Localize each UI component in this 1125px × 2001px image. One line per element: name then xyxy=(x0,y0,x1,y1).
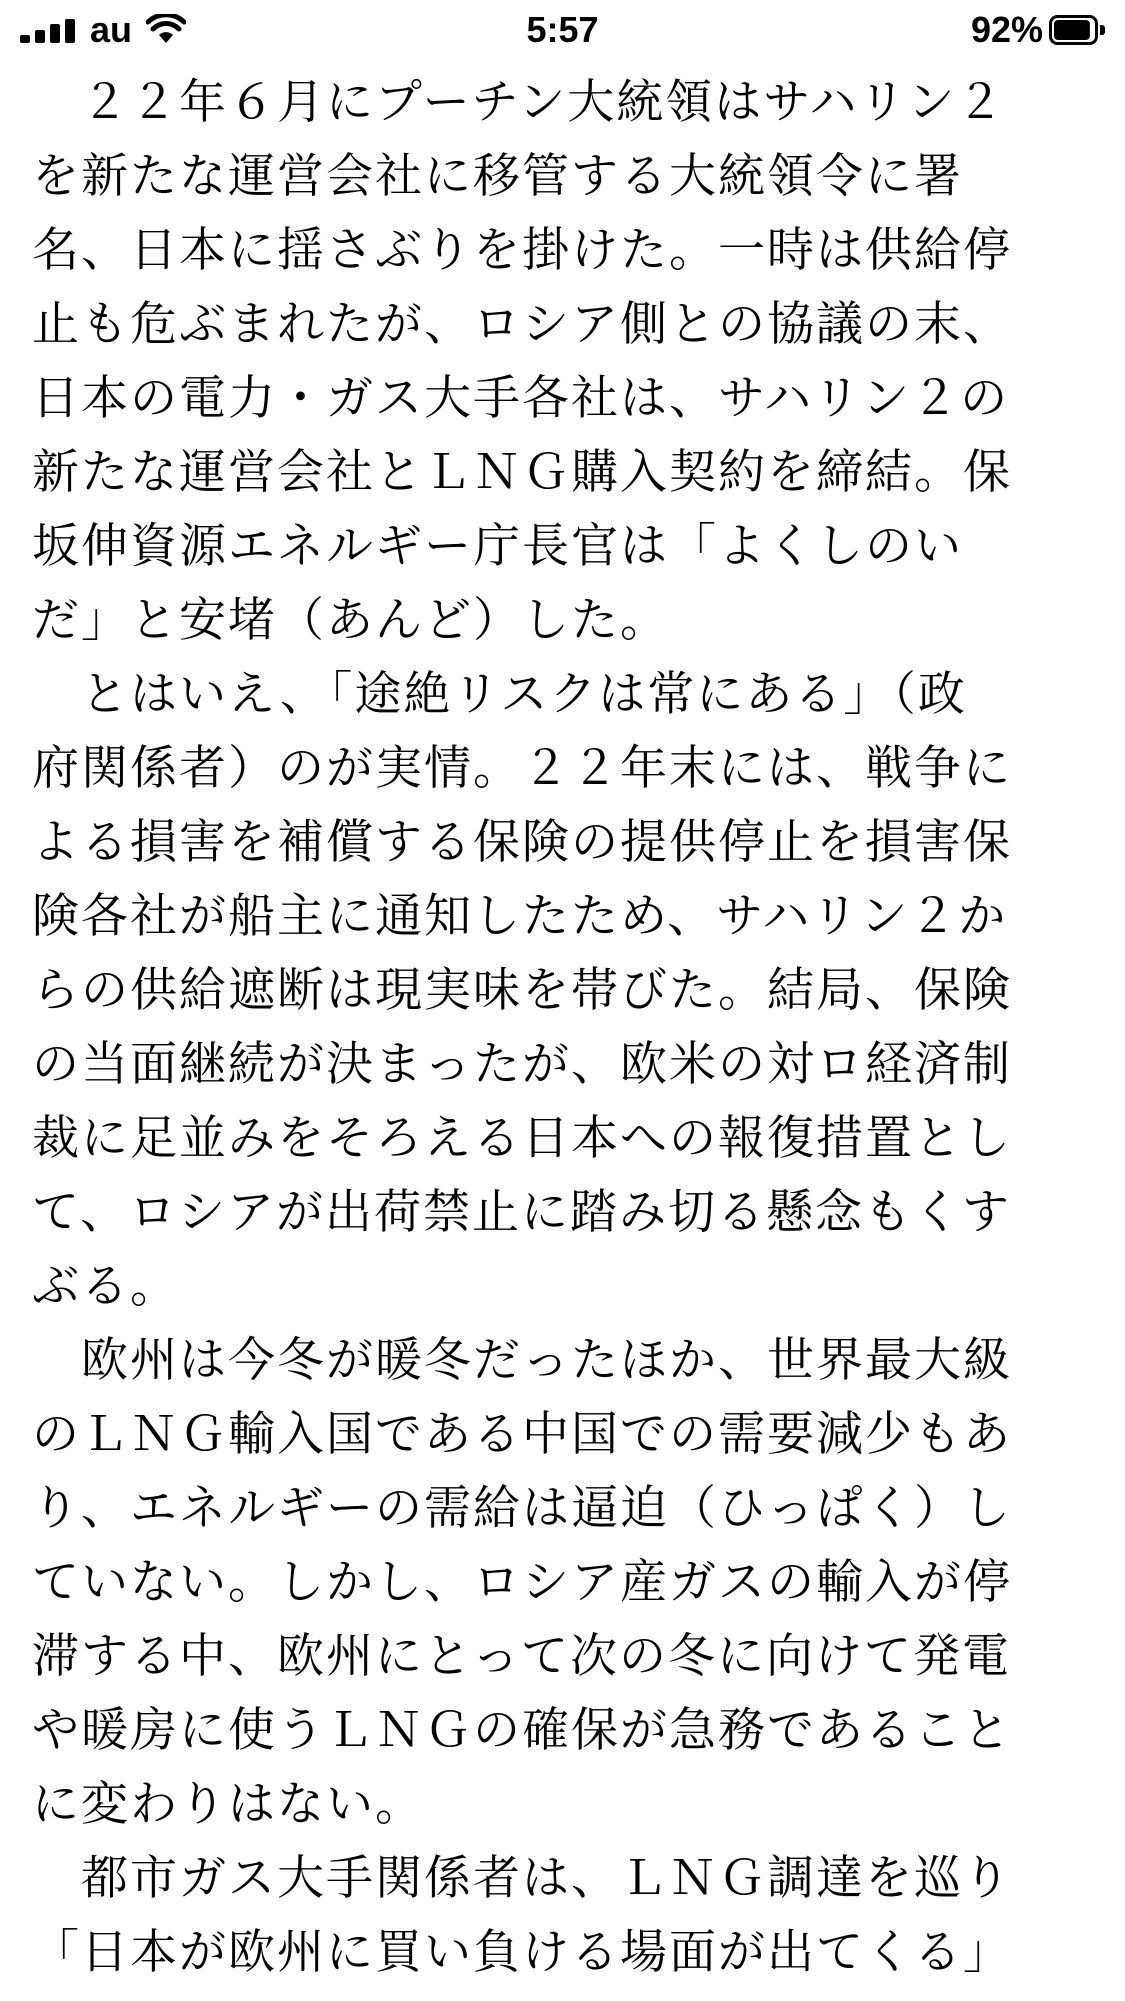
article-line: 新たな運営会社とＬＮＧ購入契約を締結。保 xyxy=(32,445,1012,500)
article-line: のＬＮＧ輸入国である中国での需要減少もあ xyxy=(32,1407,1012,1462)
article-line: 名、日本に揺さぶりを掛けた。一時は供給停 xyxy=(32,223,1012,278)
article-line: ていない。しかし、ロシア産ガスの輸入が停 xyxy=(32,1555,1012,1610)
battery-fill xyxy=(1054,20,1090,40)
battery-percentage: 92% xyxy=(970,9,1043,50)
article-line: 裁に足並みをそろえる日本への報復措置とし xyxy=(32,1111,1012,1166)
article-line: 滞する中、欧州にとって次の冬に向けて発電 xyxy=(32,1629,1012,1684)
article-line: 止も危ぶまれたが、ロシア側との協議の末、 xyxy=(32,297,1012,352)
article-line: て、ロシアが出荷禁止に踏み切る懸念もくす xyxy=(32,1185,1012,1240)
article-line: ぶる。 xyxy=(32,1259,179,1314)
article-line: 欧州は今冬が暖冬だったほか、世界最大級 xyxy=(32,1333,1012,1388)
article-line: ２２年６月にプーチン大統領はサハリン２ xyxy=(32,75,1006,130)
article-line: や暖房に使うＬＮＧの確保が急務であること xyxy=(32,1703,1012,1758)
status-bar xyxy=(0,0,1125,60)
article-line: り、エネルギーの需給は逼迫（ひっぱく）し xyxy=(32,1481,1012,1536)
battery-icon xyxy=(1049,15,1105,45)
article-line: らの供給遮断は現実味を帯びた。結局、保険 xyxy=(32,963,1012,1018)
clock: 5:57 xyxy=(526,9,599,50)
article-line: 都市ガス大手関係者は、ＬＮＧ調達を巡り xyxy=(32,1851,1012,1906)
carrier-name: au xyxy=(90,9,133,50)
article-line: に変わりはない。 xyxy=(32,1777,424,1832)
article-line: 日本の電力・ガス大手各社は、サハリン２の xyxy=(32,371,1010,426)
article-line: 坂伸資源エネルギー庁長官は「よくしのい xyxy=(32,519,963,574)
article-line: を新たな運営会社に移管する大統領令に署 xyxy=(32,149,963,204)
article-line: よる損害を補償する保険の提供停止を損害保 xyxy=(32,815,1012,870)
article-line: とはいえ、「途絶リスクは常にある」（政 xyxy=(32,667,967,722)
article-line: だ」と安堵（あんど）した。 xyxy=(32,593,669,648)
article-line: の当面継続が決まったが、欧米の対ロ経済制 xyxy=(32,1037,1012,1092)
article-line: 「日本が欧州に買い負ける場面が出てくる」 xyxy=(32,1925,1012,1980)
article-line: 府関係者）のが実情。２２年末には、戦争に xyxy=(32,741,1012,796)
article-line: 険各社が船主に通知したため、サハリン２か xyxy=(32,889,1008,944)
article-body xyxy=(32,66,1087,1990)
